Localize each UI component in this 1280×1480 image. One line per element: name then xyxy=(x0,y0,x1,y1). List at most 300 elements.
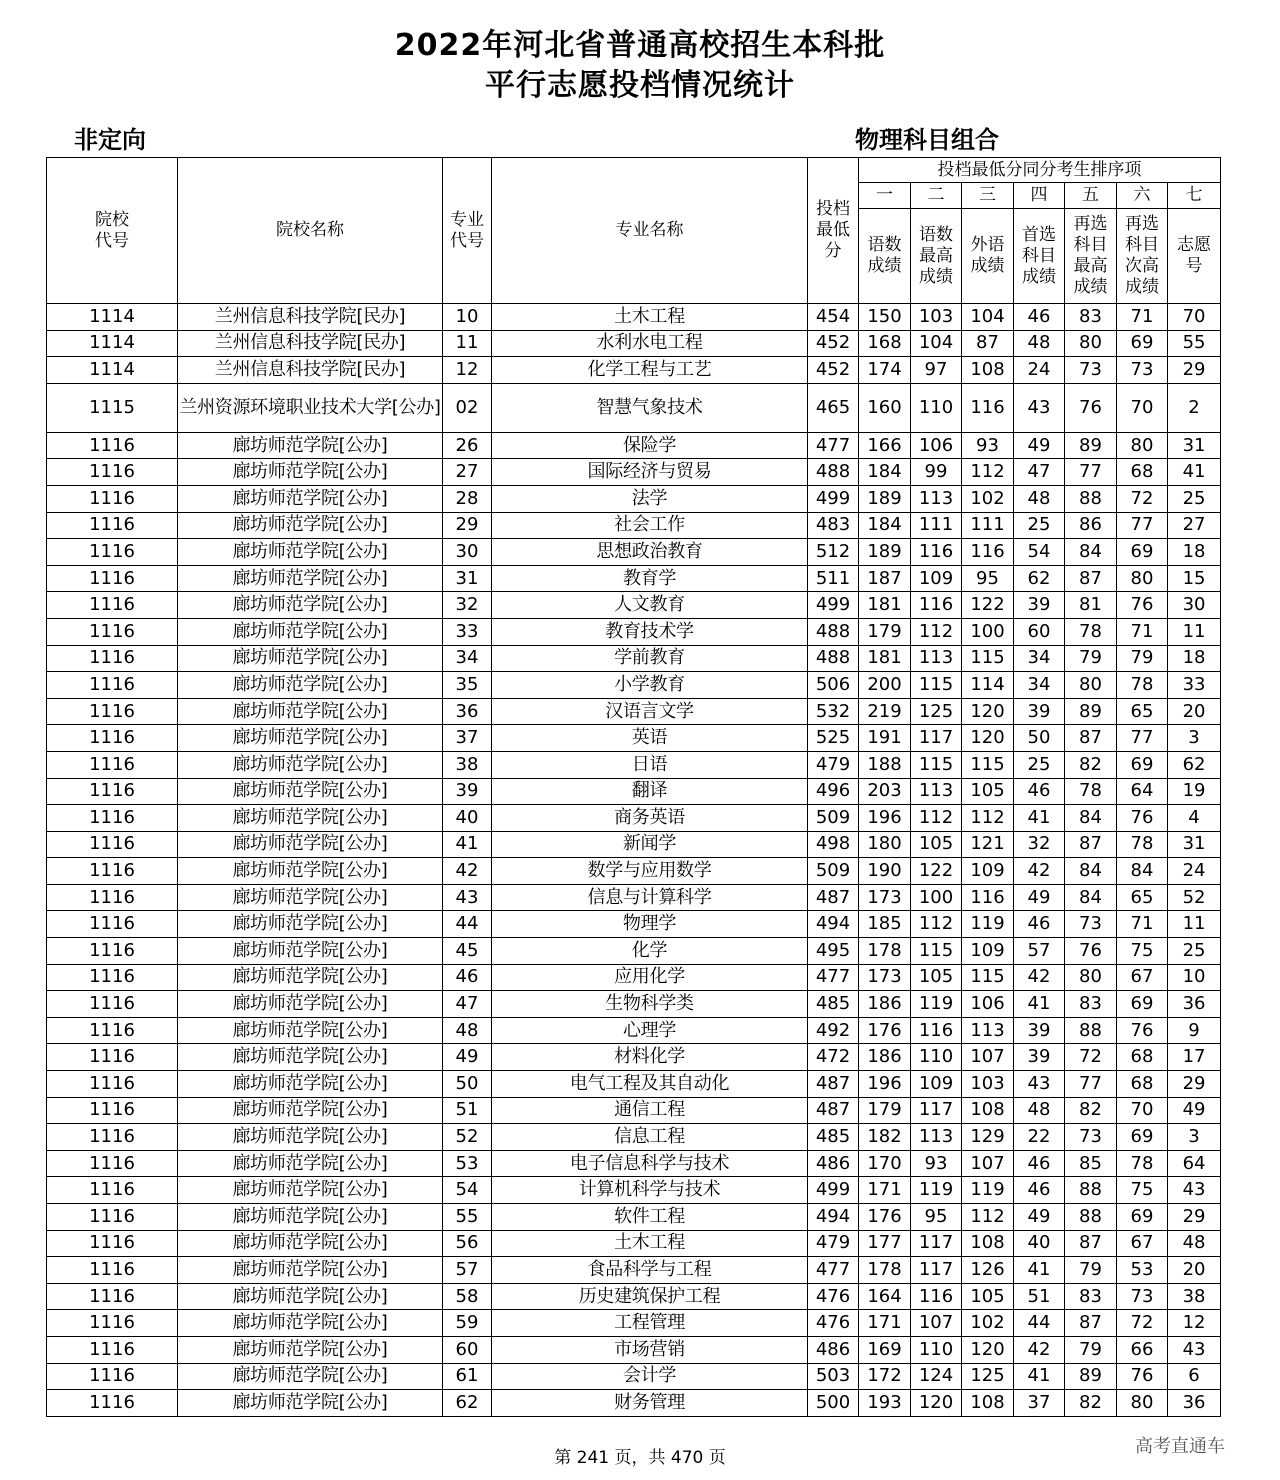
cell-second-subject-next: 78 xyxy=(1117,831,1168,858)
cell-first-subject: 49 xyxy=(1014,432,1065,459)
cell-first-subject: 34 xyxy=(1014,645,1065,672)
cell-chn-math-max: 119 xyxy=(911,991,962,1018)
cell-second-subject-max: 83 xyxy=(1065,1283,1117,1310)
cell-school-name: 兰州资源环境职业技术大学[公办] xyxy=(178,383,443,432)
cell-min-score: 496 xyxy=(808,778,859,805)
header-major-code: 专业代号 xyxy=(443,158,492,304)
cell-min-score: 498 xyxy=(808,831,859,858)
cell-second-subject-next: 69 xyxy=(1117,330,1168,357)
cell-chn-math-max: 105 xyxy=(911,964,962,991)
cell-chn-math-max: 116 xyxy=(911,539,962,566)
cell-preference-no: 4 xyxy=(1168,805,1221,832)
cell-preference-no: 24 xyxy=(1168,858,1221,885)
cell-preference-no: 3 xyxy=(1168,1124,1221,1151)
cell-preference-no: 36 xyxy=(1168,991,1221,1018)
cell-first-subject: 42 xyxy=(1014,964,1065,991)
cell-second-subject-max: 79 xyxy=(1065,1257,1117,1284)
cell-school-code: 1116 xyxy=(47,618,178,645)
cell-chn-math: 189 xyxy=(859,539,911,566)
cell-min-score: 509 xyxy=(808,805,859,832)
cell-chn-math: 176 xyxy=(859,1017,911,1044)
cell-min-score: 476 xyxy=(808,1283,859,1310)
cell-foreign-lang: 113 xyxy=(962,1017,1014,1044)
cell-major-name: 人文教育 xyxy=(492,592,808,619)
cell-foreign-lang: 102 xyxy=(962,485,1014,512)
cell-major-code: 28 xyxy=(443,485,492,512)
cell-school-code: 1116 xyxy=(47,964,178,991)
table-row xyxy=(47,1097,1221,1124)
cell-min-score: 487 xyxy=(808,1071,859,1098)
cell-min-score: 495 xyxy=(808,938,859,965)
cell-foreign-lang: 122 xyxy=(962,592,1014,619)
cell-major-code: 32 xyxy=(443,592,492,619)
cell-preference-no: 12 xyxy=(1168,1310,1221,1337)
cell-chn-math-max: 116 xyxy=(911,1283,962,1310)
cell-foreign-lang: 105 xyxy=(962,1283,1014,1310)
cell-chn-math-max: 117 xyxy=(911,1257,962,1284)
cell-foreign-lang: 126 xyxy=(962,1257,1014,1284)
cell-major-code: 51 xyxy=(443,1097,492,1124)
header-tiebreak-group: 投档最低分同分考生排序项 xyxy=(859,158,1221,183)
cell-first-subject: 43 xyxy=(1014,383,1065,432)
cell-chn-math-max: 110 xyxy=(911,1336,962,1363)
cell-major-name: 心理学 xyxy=(492,1017,808,1044)
cell-major-code: 31 xyxy=(443,565,492,592)
cell-min-score: 503 xyxy=(808,1363,859,1390)
cell-chn-math: 181 xyxy=(859,645,911,672)
cell-chn-math-max: 113 xyxy=(911,645,962,672)
cell-school-name: 廊坊师范学院[公办] xyxy=(178,1310,443,1337)
cell-school-name: 廊坊师范学院[公办] xyxy=(178,432,443,459)
cell-chn-math-max: 115 xyxy=(911,938,962,965)
cell-foreign-lang: 111 xyxy=(962,512,1014,539)
page-footer: 第 241 页，共 470 页 xyxy=(554,1448,726,1468)
cell-min-score: 487 xyxy=(808,1097,859,1124)
cell-second-subject-next: 65 xyxy=(1117,698,1168,725)
cell-chn-math-max: 99 xyxy=(911,459,962,486)
cell-second-subject-next: 76 xyxy=(1117,1363,1168,1390)
cell-major-name: 商务英语 xyxy=(492,805,808,832)
table-row xyxy=(47,1124,1221,1151)
cell-school-name: 廊坊师范学院[公办] xyxy=(178,592,443,619)
cell-second-subject-max: 76 xyxy=(1065,383,1117,432)
cell-first-subject: 62 xyxy=(1014,565,1065,592)
cell-second-subject-max: 84 xyxy=(1065,539,1117,566)
cell-min-score: 485 xyxy=(808,1124,859,1151)
table-row xyxy=(47,1336,1221,1363)
table-row xyxy=(47,539,1221,566)
cell-second-subject-next: 78 xyxy=(1117,1150,1168,1177)
cell-min-score: 512 xyxy=(808,539,859,566)
cell-preference-no: 38 xyxy=(1168,1283,1221,1310)
table-row xyxy=(47,330,1221,357)
cell-major-name: 数学与应用数学 xyxy=(492,858,808,885)
cell-preference-no: 3 xyxy=(1168,725,1221,752)
cell-second-subject-max: 88 xyxy=(1065,485,1117,512)
table-row xyxy=(47,565,1221,592)
cell-first-subject: 48 xyxy=(1014,1097,1065,1124)
cell-second-subject-next: 80 xyxy=(1117,565,1168,592)
cell-preference-no: 2 xyxy=(1168,383,1221,432)
cell-foreign-lang: 121 xyxy=(962,831,1014,858)
cell-school-name: 廊坊师范学院[公办] xyxy=(178,565,443,592)
cell-preference-no: 6 xyxy=(1168,1363,1221,1390)
cell-major-code: 57 xyxy=(443,1257,492,1284)
table-row xyxy=(47,1204,1221,1231)
cell-second-subject-max: 77 xyxy=(1065,1071,1117,1098)
cell-min-score: 487 xyxy=(808,884,859,911)
cell-major-name: 汉语言文学 xyxy=(492,698,808,725)
cell-foreign-lang: 116 xyxy=(962,884,1014,911)
cell-foreign-lang: 108 xyxy=(962,357,1014,384)
cell-first-subject: 39 xyxy=(1014,698,1065,725)
cell-school-name: 廊坊师范学院[公办] xyxy=(178,645,443,672)
cell-major-code: 37 xyxy=(443,725,492,752)
cell-major-name: 教育技术学 xyxy=(492,618,808,645)
cell-min-score: 492 xyxy=(808,1017,859,1044)
header-sub-3 xyxy=(962,209,1014,304)
cell-chn-math: 200 xyxy=(859,672,911,699)
cell-major-name: 化学工程与工艺 xyxy=(492,357,808,384)
cell-school-code: 1116 xyxy=(47,645,178,672)
cell-second-subject-max: 88 xyxy=(1065,1204,1117,1231)
cell-school-code: 1116 xyxy=(47,1017,178,1044)
cell-second-subject-next: 67 xyxy=(1117,964,1168,991)
cell-first-subject: 42 xyxy=(1014,858,1065,885)
cell-second-subject-max: 80 xyxy=(1065,964,1117,991)
table-row xyxy=(47,592,1221,619)
cell-foreign-lang: 105 xyxy=(962,778,1014,805)
cell-min-score: 479 xyxy=(808,1230,859,1257)
cell-chn-math-max: 109 xyxy=(911,1071,962,1098)
cell-foreign-lang: 95 xyxy=(962,565,1014,592)
cell-chn-math-max: 105 xyxy=(911,831,962,858)
cell-chn-math-max: 112 xyxy=(911,618,962,645)
cell-school-code: 1114 xyxy=(47,330,178,357)
cell-second-subject-next: 53 xyxy=(1117,1257,1168,1284)
cell-major-code: 33 xyxy=(443,618,492,645)
cell-second-subject-max: 73 xyxy=(1065,911,1117,938)
cell-foreign-lang: 115 xyxy=(962,751,1014,778)
cell-second-subject-next: 80 xyxy=(1117,432,1168,459)
cell-foreign-lang: 112 xyxy=(962,805,1014,832)
cell-major-name: 会计学 xyxy=(492,1363,808,1390)
cell-chn-math: 150 xyxy=(859,304,911,331)
cell-chn-math-max: 103 xyxy=(911,304,962,331)
cell-major-name: 土木工程 xyxy=(492,1230,808,1257)
cell-preference-no: 70 xyxy=(1168,304,1221,331)
table-row xyxy=(47,1310,1221,1337)
cell-school-code: 1116 xyxy=(47,1071,178,1098)
cell-major-code: 30 xyxy=(443,539,492,566)
cell-min-score: 485 xyxy=(808,991,859,1018)
table-row xyxy=(47,1150,1221,1177)
cell-second-subject-next: 69 xyxy=(1117,991,1168,1018)
cell-major-code: 48 xyxy=(443,1017,492,1044)
header-sub-label: 语数成绩 xyxy=(867,235,902,276)
cell-preference-no: 31 xyxy=(1168,831,1221,858)
table-row xyxy=(47,884,1221,911)
cell-first-subject: 44 xyxy=(1014,1310,1065,1337)
cell-preference-no: 30 xyxy=(1168,592,1221,619)
table-row xyxy=(47,1017,1221,1044)
cell-chn-math: 178 xyxy=(859,1257,911,1284)
cell-chn-math: 174 xyxy=(859,357,911,384)
cell-second-subject-max: 78 xyxy=(1065,778,1117,805)
cell-major-name: 电气工程及其自动化 xyxy=(492,1071,808,1098)
cell-second-subject-next: 68 xyxy=(1117,1071,1168,1098)
cell-preference-no: 11 xyxy=(1168,618,1221,645)
cell-first-subject: 39 xyxy=(1014,592,1065,619)
cell-min-score: 494 xyxy=(808,911,859,938)
cell-second-subject-max: 80 xyxy=(1065,330,1117,357)
cell-second-subject-max: 76 xyxy=(1065,938,1117,965)
cell-major-name: 新闻学 xyxy=(492,831,808,858)
cell-foreign-lang: 109 xyxy=(962,938,1014,965)
cell-major-name: 翻译 xyxy=(492,778,808,805)
cell-foreign-lang: 115 xyxy=(962,645,1014,672)
cell-chn-math: 219 xyxy=(859,698,911,725)
cell-first-subject: 41 xyxy=(1014,991,1065,1018)
header-sub-5 xyxy=(1065,209,1117,304)
cell-school-code: 1116 xyxy=(47,911,178,938)
cell-first-subject: 46 xyxy=(1014,304,1065,331)
cell-first-subject: 25 xyxy=(1014,512,1065,539)
cell-school-name: 廊坊师范学院[公办] xyxy=(178,911,443,938)
cell-first-subject: 46 xyxy=(1014,911,1065,938)
cell-second-subject-max: 84 xyxy=(1065,805,1117,832)
cell-min-score: 465 xyxy=(808,383,859,432)
cell-foreign-lang: 116 xyxy=(962,539,1014,566)
cell-chn-math: 170 xyxy=(859,1150,911,1177)
cell-chn-math: 184 xyxy=(859,512,911,539)
cell-school-name: 廊坊师范学院[公办] xyxy=(178,1230,443,1257)
table-row xyxy=(47,512,1221,539)
cell-preference-no: 20 xyxy=(1168,1257,1221,1284)
cell-school-name: 廊坊师范学院[公办] xyxy=(178,1363,443,1390)
cell-preference-no: 25 xyxy=(1168,485,1221,512)
cell-school-name: 廊坊师范学院[公办] xyxy=(178,1124,443,1151)
table-row xyxy=(47,938,1221,965)
cell-major-code: 41 xyxy=(443,831,492,858)
cell-preference-no: 9 xyxy=(1168,1017,1221,1044)
table-row xyxy=(47,1363,1221,1390)
document-title-line-2: 平行志愿投档情况统计 xyxy=(485,68,795,103)
cell-chn-math-max: 122 xyxy=(911,858,962,885)
cell-major-name: 小学教育 xyxy=(492,672,808,699)
cell-chn-math-max: 116 xyxy=(911,1017,962,1044)
cell-chn-math: 169 xyxy=(859,1336,911,1363)
cell-first-subject: 41 xyxy=(1014,1257,1065,1284)
cell-major-name: 食品科学与工程 xyxy=(492,1257,808,1284)
cell-major-name: 思想政治教育 xyxy=(492,539,808,566)
cell-first-subject: 49 xyxy=(1014,1204,1065,1231)
cell-second-subject-next: 65 xyxy=(1117,884,1168,911)
cell-school-code: 1116 xyxy=(47,751,178,778)
cell-first-subject: 42 xyxy=(1014,1336,1065,1363)
cell-major-code: 49 xyxy=(443,1044,492,1071)
cell-major-name: 信息工程 xyxy=(492,1124,808,1151)
cell-foreign-lang: 115 xyxy=(962,964,1014,991)
cell-chn-math: 179 xyxy=(859,618,911,645)
cell-second-subject-next: 73 xyxy=(1117,357,1168,384)
table-row xyxy=(47,911,1221,938)
watermark: 高考直通车 xyxy=(1135,1436,1225,1457)
cell-min-score: 477 xyxy=(808,964,859,991)
cell-foreign-lang: 87 xyxy=(962,330,1014,357)
cell-foreign-lang: 102 xyxy=(962,1310,1014,1337)
cell-school-code: 1116 xyxy=(47,565,178,592)
cell-chn-math: 190 xyxy=(859,858,911,885)
cell-chn-math: 186 xyxy=(859,991,911,1018)
cell-school-name: 兰州信息科技学院[民办] xyxy=(178,330,443,357)
cell-second-subject-next: 71 xyxy=(1117,304,1168,331)
table-row xyxy=(47,1071,1221,1098)
cell-school-name: 廊坊师范学院[公办] xyxy=(178,1390,443,1417)
table-row xyxy=(47,645,1221,672)
header-sub-6 xyxy=(1117,209,1168,304)
cell-school-name: 廊坊师范学院[公办] xyxy=(178,805,443,832)
cell-first-subject: 50 xyxy=(1014,725,1065,752)
cell-second-subject-max: 73 xyxy=(1065,357,1117,384)
cell-preference-no: 49 xyxy=(1168,1097,1221,1124)
cell-preference-no: 15 xyxy=(1168,565,1221,592)
cell-school-code: 1116 xyxy=(47,991,178,1018)
cell-major-name: 工程管理 xyxy=(492,1310,808,1337)
table-row xyxy=(47,858,1221,885)
cell-min-score: 499 xyxy=(808,592,859,619)
cell-major-name: 教育学 xyxy=(492,565,808,592)
cell-school-name: 廊坊师范学院[公办] xyxy=(178,991,443,1018)
header-order-6: 六 xyxy=(1117,183,1168,209)
cell-preference-no: 43 xyxy=(1168,1336,1221,1363)
cell-school-name: 廊坊师范学院[公办] xyxy=(178,938,443,965)
table-row xyxy=(47,1257,1221,1284)
cell-chn-math: 173 xyxy=(859,884,911,911)
cell-first-subject: 48 xyxy=(1014,485,1065,512)
cell-second-subject-max: 89 xyxy=(1065,432,1117,459)
cell-major-code: 42 xyxy=(443,858,492,885)
cell-foreign-lang: 108 xyxy=(962,1097,1014,1124)
cell-school-name: 廊坊师范学院[公办] xyxy=(178,618,443,645)
cell-school-code: 1116 xyxy=(47,1124,178,1151)
cell-major-name: 英语 xyxy=(492,725,808,752)
cell-major-code: 53 xyxy=(443,1150,492,1177)
cell-foreign-lang: 103 xyxy=(962,1071,1014,1098)
cell-major-code: 10 xyxy=(443,304,492,331)
cell-second-subject-next: 75 xyxy=(1117,1177,1168,1204)
cell-preference-no: 27 xyxy=(1168,512,1221,539)
cell-major-name: 通信工程 xyxy=(492,1097,808,1124)
cell-preference-no: 29 xyxy=(1168,1071,1221,1098)
cell-school-code: 1116 xyxy=(47,725,178,752)
cell-school-code: 1116 xyxy=(47,485,178,512)
cell-second-subject-next: 69 xyxy=(1117,539,1168,566)
cell-major-code: 46 xyxy=(443,964,492,991)
cell-preference-no: 18 xyxy=(1168,645,1221,672)
cell-major-code: 59 xyxy=(443,1310,492,1337)
cell-preference-no: 19 xyxy=(1168,778,1221,805)
cell-school-code: 1116 xyxy=(47,432,178,459)
header-sub-label: 志愿号 xyxy=(1177,235,1212,276)
cell-chn-math: 171 xyxy=(859,1310,911,1337)
cell-second-subject-max: 86 xyxy=(1065,512,1117,539)
cell-min-score: 499 xyxy=(808,1177,859,1204)
cell-school-name: 廊坊师范学院[公办] xyxy=(178,1150,443,1177)
cell-chn-math: 187 xyxy=(859,565,911,592)
table-row xyxy=(47,432,1221,459)
header-order-7: 七 xyxy=(1168,183,1221,209)
cell-first-subject: 41 xyxy=(1014,1363,1065,1390)
cell-chn-math: 191 xyxy=(859,725,911,752)
cell-preference-no: 29 xyxy=(1168,357,1221,384)
cell-second-subject-max: 79 xyxy=(1065,1336,1117,1363)
cell-school-code: 1116 xyxy=(47,1257,178,1284)
cell-school-name: 廊坊师范学院[公办] xyxy=(178,485,443,512)
cell-school-code: 1116 xyxy=(47,1336,178,1363)
cell-school-code: 1116 xyxy=(47,1230,178,1257)
cell-preference-no: 62 xyxy=(1168,751,1221,778)
cell-foreign-lang: 108 xyxy=(962,1230,1014,1257)
cell-chn-math: 180 xyxy=(859,831,911,858)
cell-second-subject-max: 78 xyxy=(1065,618,1117,645)
table-row xyxy=(47,1177,1221,1204)
cell-major-name: 财务管理 xyxy=(492,1390,808,1417)
subject-combination-label: 物理科目组合 xyxy=(855,126,999,154)
cell-second-subject-next: 77 xyxy=(1117,512,1168,539)
cell-major-code: 43 xyxy=(443,884,492,911)
cell-school-name: 廊坊师范学院[公办] xyxy=(178,858,443,885)
cell-school-name: 廊坊师范学院[公办] xyxy=(178,1336,443,1363)
cell-second-subject-next: 69 xyxy=(1117,1124,1168,1151)
cell-min-score: 452 xyxy=(808,357,859,384)
header-order-4: 四 xyxy=(1014,183,1065,209)
cell-chn-math-max: 113 xyxy=(911,1124,962,1151)
cell-school-name: 廊坊师范学院[公办] xyxy=(178,964,443,991)
cell-first-subject: 24 xyxy=(1014,357,1065,384)
table-row xyxy=(47,1283,1221,1310)
cell-chn-math-max: 113 xyxy=(911,778,962,805)
cell-second-subject-max: 82 xyxy=(1065,1390,1117,1417)
cell-foreign-lang: 129 xyxy=(962,1124,1014,1151)
cell-chn-math: 186 xyxy=(859,1044,911,1071)
cell-school-name: 廊坊师范学院[公办] xyxy=(178,539,443,566)
cell-second-subject-max: 87 xyxy=(1065,831,1117,858)
table-row xyxy=(47,1230,1221,1257)
cell-second-subject-max: 83 xyxy=(1065,304,1117,331)
cell-min-score: 479 xyxy=(808,751,859,778)
cell-second-subject-next: 84 xyxy=(1117,858,1168,885)
cell-chn-math-max: 109 xyxy=(911,565,962,592)
table-row xyxy=(47,304,1221,331)
header-sub-label: 语数最高成绩 xyxy=(919,224,953,287)
cell-second-subject-max: 87 xyxy=(1065,725,1117,752)
cell-first-subject: 49 xyxy=(1014,884,1065,911)
cell-chn-math-max: 106 xyxy=(911,432,962,459)
cell-foreign-lang: 119 xyxy=(962,1177,1014,1204)
cell-second-subject-next: 78 xyxy=(1117,672,1168,699)
header-school-name: 院校名称 xyxy=(178,158,443,304)
cell-chn-math-max: 100 xyxy=(911,884,962,911)
cell-major-name: 智慧气象技术 xyxy=(492,383,808,432)
cell-second-subject-next: 72 xyxy=(1117,485,1168,512)
table-row xyxy=(47,459,1221,486)
cell-chn-math: 196 xyxy=(859,805,911,832)
cell-second-subject-max: 80 xyxy=(1065,672,1117,699)
cell-school-name: 廊坊师范学院[公办] xyxy=(178,831,443,858)
cell-chn-math-max: 117 xyxy=(911,725,962,752)
cell-major-code: 12 xyxy=(443,357,492,384)
